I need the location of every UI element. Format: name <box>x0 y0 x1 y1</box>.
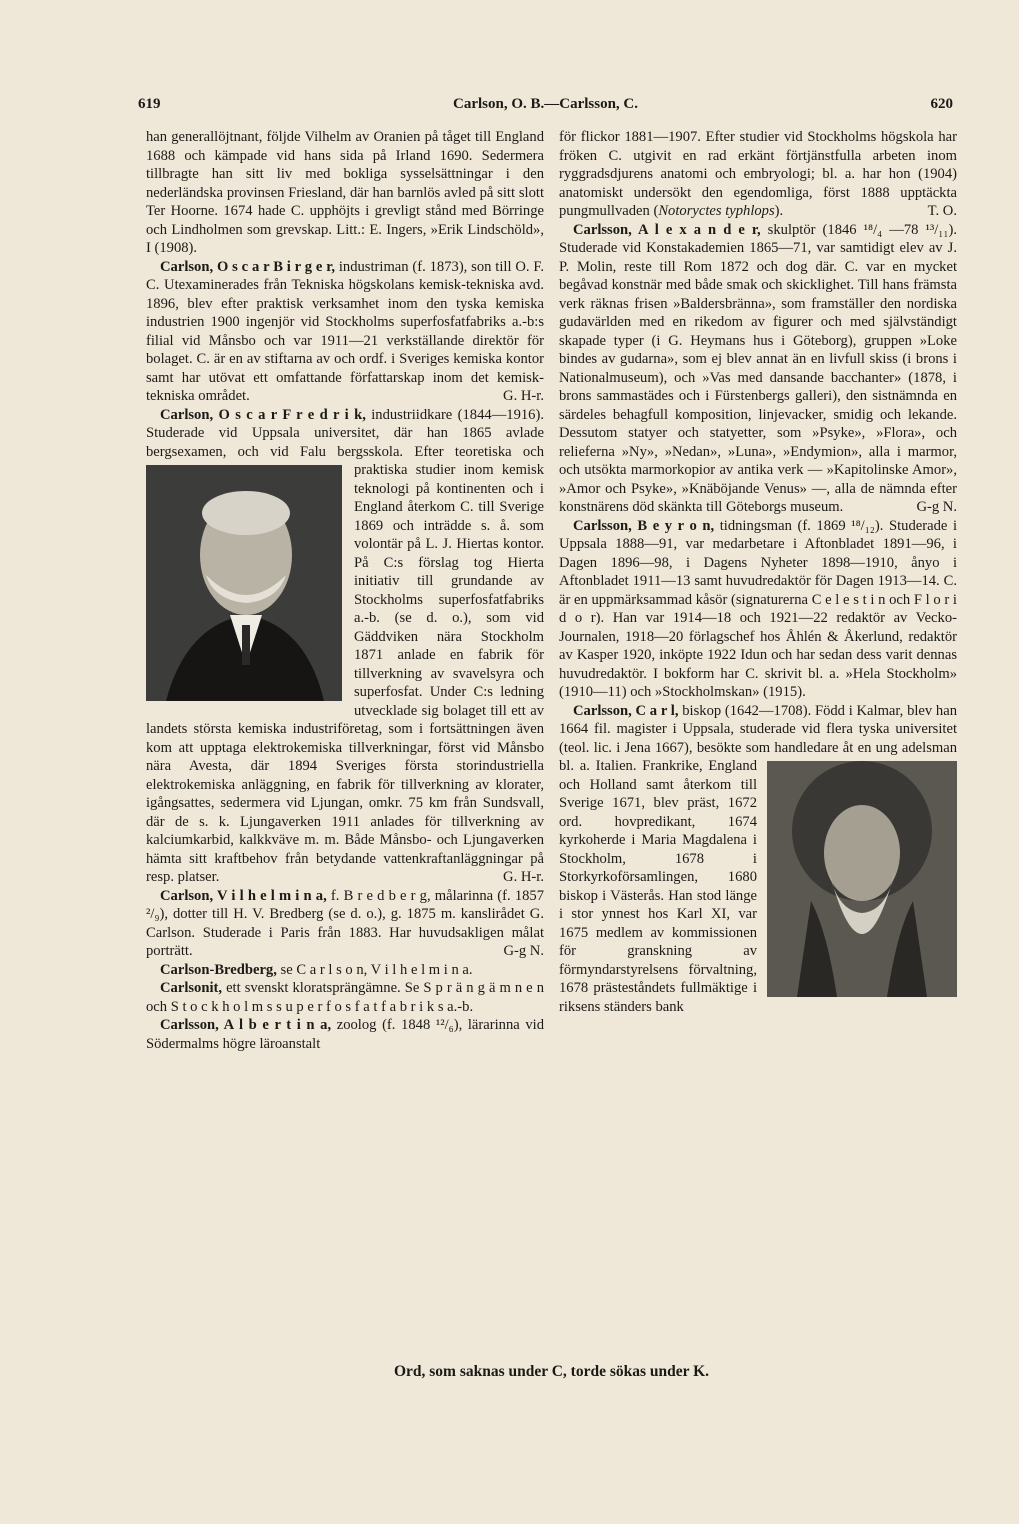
entry-text: zoolog (f. 1848 ¹²/₆), lärarinna vid Södermalms högre läroanstalt <box>146 1017 544 1052</box>
entry-text: Frankrike, England och Holland samt återkom till Sverige 1671, blev präst, 1672 ord. hovpredikant, 1674 kyrkoherde i Maria Magdalena i Stockholm, 1678 i Storkyrkoförsamlingen, 1680 biskop i Västerås. Han stod länge i stor ynnest hos Karl XI, var 1675 medlem av kommissionen för granskning av förmyndarstyrelsens förvaltning, 1678 prästeståndets fullmäktige i riksens ständers bank <box>559 758 757 1015</box>
entry-carlson-bredberg <box>146 961 544 980</box>
entry-text: för flickor 1881—1907. Efter studier vid Stockholms högskola har fröken C. utgivit en rad erkänt förtjänstfulla arbeten inom ryggradsdjurens anatomi och embryologi; bl. a. har hon (1904) anatomiskt undersökt den egendomliga, först 1888 upptäckta pungmullvaden ( <box>559 129 957 219</box>
entry-carlsonit <box>146 979 544 1016</box>
entry-headword: Carlsonit, <box>160 980 223 996</box>
entry-text: biskop (1642—1708). Född i Kalmar, blev han 1664 fil. magister i Uppsala, studerade vid flera tyska universitet (teol. lic. i Jena 1667), besökte som handledare åt en ung adelsman bl. a. Italien. <box>559 702 957 774</box>
author-signature: G. H-r. <box>503 388 544 404</box>
author-signature: G. H-r. <box>503 869 544 885</box>
entry-headword: Carlson, O s c a r B i r g e r, <box>160 258 335 275</box>
author-signature: G-g N. <box>916 499 957 515</box>
entry-vilhelmina <box>146 887 544 961</box>
running-title: Carlson, O. B.—Carlsson, C. <box>452 96 639 112</box>
entry-headword: Carlsson, A l b e r t i n a, <box>160 1017 332 1033</box>
entry-text: industriman (f. 1873), son till O. F. C. Utexaminerades från Tekniska högskolans kemisk-tekniska avd. 1896, blev efter praktisk verksamhet inom den tyska kemiska industrien 1900 ingenjör vid Stockholms superfosfatfabriks a.-b:s filial vid Månsbo och var 1911—21 verkställande direktör för bolaget. C. är en av stiftarna av och ordf. i Sveriges kemiska kontor samt har utövat ett omfattande författarskap inom det kemisk-tekniska området. <box>146 258 544 404</box>
paragraph-continuation: han generallöjtnant, följde Vilhelm av Oranien på tåget till England 1688 och kämpade vid hans sida på Irland 1690. Sedermera tillbragte han sitt liv med bokliga sysselsättningar i den nederländska provinsen Friesland, där han barnlös avled på sitt slott Ter Hoorne. 1674 hade C. upphöjts i grevligt stånd med Börringe och Lindholmen som grevskap. Litt.: E. Ingers, »Erik Lindschöld», I (1908). <box>146 129 544 256</box>
entry-text: tidningsman (f. 1869 ¹⁸/₁₂). Studerade i Uppsala 1888—91, var medarbetare i Aftonbladet 1891—96, i Dagen 1896—98, i Dagens Nyheter 1898—1910, ånyo i Aftonbladet 1911—13 samt huvudredaktör för Dagen 1913—14. C. är en uppmärksammad kåsör (signaturerna C e l e s t i n och F l o r i d o r). Han var 1914—18 och 1921—22 redaktör av Vecko-Journalen, 1918—20 förlagschef hos Åhlén & Åkerlund, redaktör av Kasper 1920, inköpte 1922 Idun och har sedan dess varit dennas huvudredaktör. I bokform har C. skrivit bl. a. »Hela Stockholm» (1910—11) och »Stockholmskan» (1915). <box>559 517 957 700</box>
page-number-left: 619 <box>138 96 161 112</box>
page-header <box>138 96 953 120</box>
entry-text: f. B r e d b e r g, målarinna (f. 1857 ²/₉), dotter till H. V. Bredberg (se d. o.), g. 1875 m. kanslirådet G. Carlson. Studerade i Paris från 1883. Har huvudsakligen målat porträtt. <box>146 887 545 959</box>
entry-headword: Carlsson, C a r l, <box>573 702 679 719</box>
entry-alexander <box>559 221 957 517</box>
entry-carl <box>559 702 957 1017</box>
portrait-photo-oscar-fredrik <box>146 465 342 701</box>
portrait-photo-carl <box>767 761 957 997</box>
page-number-right: 620 <box>930 96 953 112</box>
entry-headword: Carlsson, A l e x a n d e r, <box>573 221 761 238</box>
author-signature: G-g N. <box>503 943 544 959</box>
entry-headword: Carlsson, B e y r o n, <box>573 517 715 534</box>
entry-albertina <box>146 1016 544 1053</box>
portrait-image <box>767 761 957 997</box>
paragraph-continuation <box>559 128 957 221</box>
entry-headword: Carlson, O s c a r F r e d r i k, <box>160 406 366 423</box>
page-footer-note: Ord, som saknas under C, torde sökas under K. <box>393 1363 710 1380</box>
entry-text: ett svenskt kloratsprängämne. Se S p r ä n g ä m n e n och S t o c k h o l m s s u p e r f o s f a t f a b r i k s a.-b. <box>146 980 544 1015</box>
author-signature: T. O. <box>927 203 957 219</box>
entry-text: Efter teoretiska och praktiska studier inom kemisk teknologi på kontinenten och i England återkom C. till Sverige 1869 och inträdde s. å. som volontär på L. J. Hiertas kontor. På C:s förslag tog Hierta initiativ till grundande av Stockholms superfosfatfabriks a.-b. (se d. o.), som vid Gäddviken nära Stockholm 1871 anlade en fabrik för tillverkning av svavelsyra och superfosfat. Under C:s ledning utvecklade sig bolaget till ett av landets största kemiska industriföretag, som i fortsättningen även kom att upptaga elektrokemiska tillverkningar, först vid Månsbo nära Avesta, där 1894 Sveriges första storindustriella elektrokemiska anläggning, en fabrik för tillverkning av klorater, igångsattes, sedermera vid Ljungan, omkr. 75 km från Sundsvall, där de s. k. Ljungaverken 1911 anlades för tillverkning av kalciumkarbid, kalkkväve m. m. Både Månsbo- och Ljungaverken hämta sitt kraftbehov från betydande vattenkraftanläggningar på resp. platser. <box>146 443 544 885</box>
entry-text: industriidkare (1844—1916). Studerade vid Uppsala universitet, där han 1865 avlade bergsexamen, och vid Falu bergsskola. <box>146 406 544 460</box>
entry-headword: Carlson-Bredberg, <box>160 961 277 978</box>
right-column <box>559 128 957 1016</box>
species-name: Notoryctes typhlops <box>658 203 775 219</box>
entry-beyron <box>559 517 957 702</box>
entry-text: skulptör (1846 ¹⁸/₄ —78 ¹³/₁₁). Studerade vid Konstakademien 1865—71, var samtidigt elev av J. P. Molin, reste till Rom 1872 och dog där. C. var en mycket begåvad konstnär med både smak och skicklighet. Till hans främsta verk räknas frisen »Baldersbränna», som framställer den nordiska gudavärlden med en rikedom av figurer och med självständigt skapade typer (i G. Heymans hus i Göteborg), gruppen »Loke bindes av gudarna», som ej blev annat än en livfull skiss (i brons i Nationalmuseum), och »Vas med dansande bacchanter» (1878, i brons sammastädes och i Fürstenbergs galleri), den sistnämnda en särdeles behagfull komposition, linjevacker, smidig och lekande. Dessutom statyer och statyetter, som »Psyke», »Flora», och relieferna »Ny», »Nedan», »Luna», »Endymion», alla i marmor, och utsökta marmorkopior av antika verk — »Kapitolinske Amor», »Amor och Psyke», »Knäböjande Venus» —, alla de nämnda efter konstnärens död skänkta till Göteborgs museum. <box>559 221 957 515</box>
entry-oscar-fredrik <box>146 406 544 887</box>
entry-headword: Carlson, V i l h e l m i n a, <box>160 887 327 904</box>
entry-text: se C a r l s o n, V i l h e l m i n a. <box>276 961 473 978</box>
left-column <box>146 128 544 1053</box>
portrait-image <box>146 465 342 701</box>
entry-text: ). <box>774 203 784 219</box>
entry-oscar-birger <box>146 258 544 406</box>
